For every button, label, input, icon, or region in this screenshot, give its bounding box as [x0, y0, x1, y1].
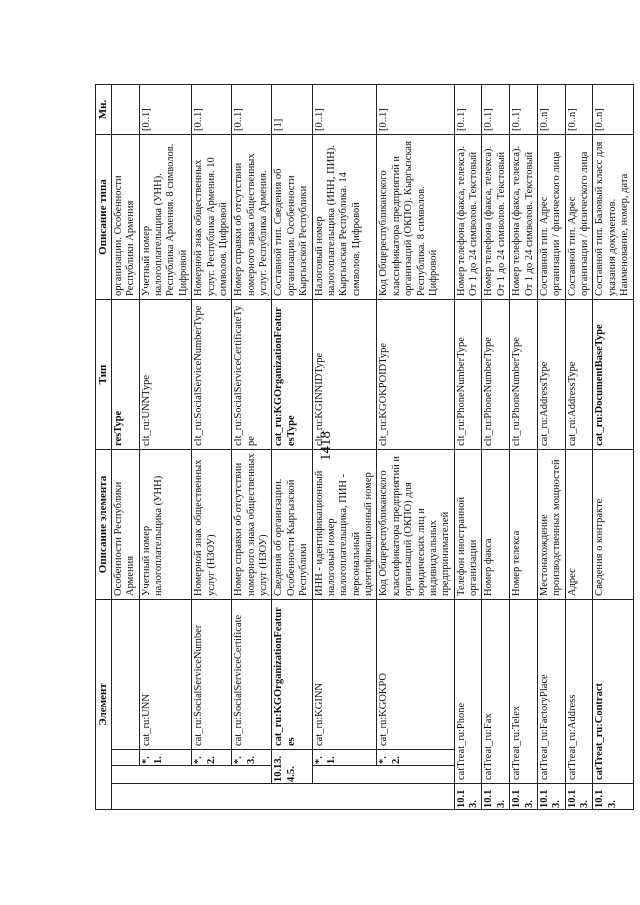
- type-description: Номер телефона (факса, телекса). От 1 до 24 символов. Текстовый: [510, 135, 538, 300]
- type-description: Номер телефона (факса, телекса). От 1 до 24 символов. Текстовый: [482, 135, 510, 300]
- element-type: clt_ru:KGOKPOIDType: [377, 300, 454, 450]
- type-description: Номерной знак общественных услуг. Республика Армения. 10 символов. Цифровой: [192, 135, 232, 300]
- table-row: [565, 85, 593, 810]
- table-row: [482, 85, 510, 810]
- element-type: cat_ru:AddressType: [537, 300, 565, 450]
- header-multiplicity: Мн.: [96, 85, 112, 135]
- element-type: cat_ru:KGOrganizationFeaturesType: [272, 300, 312, 450]
- type-description: Код Общереспубликанского классификатора предприятий и организаций (ОКПО). Кыргызская Республика. 8 символов. Цифровой: [377, 135, 454, 300]
- element-name: [111, 600, 139, 750]
- element-name: cat_ru:KGOrganizationFeatures: [272, 600, 312, 750]
- multiplicity: [0..1]: [510, 85, 538, 135]
- table-row: [232, 85, 272, 810]
- header-element: Элемент: [96, 600, 112, 810]
- header-type-description: Описание типа: [96, 135, 112, 300]
- type-description: Составной тип. Сведения об организации. Особенности Кыргызской Республики: [272, 135, 312, 300]
- element-name: cat_ru:SocialServiceNumber: [192, 600, 232, 750]
- type-description: Учетный номер налогоплательщика (УНН). Республика Армения. 8 символов. Цифровой: [139, 135, 192, 300]
- element-number: *.2.: [377, 750, 454, 766]
- multiplicity: [111, 85, 139, 135]
- multiplicity: [0..n]: [565, 85, 593, 135]
- multiplicity: [0..1]: [232, 85, 272, 135]
- table-row: [377, 85, 454, 810]
- multiplicity: [0..n]: [537, 85, 565, 135]
- multiplicity: [0..1]: [482, 85, 510, 135]
- element-description: Местонахождение производственных мощностей: [537, 450, 565, 600]
- element-number: 10.13.: [565, 784, 593, 810]
- multiplicity: [0..1]: [377, 85, 454, 135]
- element-name: catTreat_ru:FactoryPlace: [537, 600, 565, 784]
- element-number: 10.13.4.5.: [272, 750, 312, 784]
- element-type: resType: [111, 300, 139, 450]
- multiplicity: [0..1]: [454, 85, 482, 135]
- element-description: Сведения о контракте: [593, 450, 633, 600]
- header-element-description: Описание элемента: [96, 450, 112, 600]
- element-number: 10.13.: [454, 784, 482, 810]
- table-row: [111, 85, 139, 810]
- element-number: *.2.: [192, 750, 232, 766]
- type-description: Номер телефона (факса, телекса). От 1 до 24 символов. Текстовый: [454, 135, 482, 300]
- element-type: clt_ru:PhoneNumberType: [482, 300, 510, 450]
- element-name: cat_ru:SocialServiceCertificate: [232, 600, 272, 750]
- document-sheet: [95, 85, 631, 810]
- multiplicity: [0..n]: [593, 85, 633, 135]
- element-description: Сведения об организации. Особенности Кыргызской Республики: [272, 450, 312, 600]
- element-number: 10.13.: [537, 784, 565, 810]
- table-row: [510, 85, 538, 810]
- type-description: Номер справки об отсутствии номерного знака общественных услуг. Республика Армения.: [232, 135, 272, 300]
- table-row: [139, 85, 192, 810]
- table-header-row: [96, 85, 112, 810]
- specification-table: [95, 84, 634, 810]
- element-name: cat_ru:UNN: [139, 600, 192, 750]
- element-description: Код Общереспубликанского классификатора предприятий и организаций (ОКПО) для юридических лиц и индивидуальных предпринимателей: [377, 450, 454, 600]
- table-row: [537, 85, 565, 810]
- element-type: clt_ru:SocialServiceNumberType: [192, 300, 232, 450]
- element-type: clt_ru:UNNType: [139, 300, 192, 450]
- type-description: организации. Особенности Республики Армения: [111, 135, 139, 300]
- multiplicity: [0..1]: [192, 85, 232, 135]
- table-row: [454, 85, 482, 810]
- table-row: [272, 85, 312, 810]
- element-description: Номер телекса: [510, 450, 538, 600]
- header-type: Тип: [96, 300, 112, 450]
- type-description: Составной тип. Адрес организации / физического лица: [537, 135, 565, 300]
- element-number: 10.13.: [593, 784, 633, 810]
- element-type: cat_ru:AddressType: [565, 300, 593, 450]
- type-description: Составной тип. Адрес организации / физического лица: [565, 135, 593, 300]
- element-name: cat_ru:KGOKPO: [377, 600, 454, 750]
- element-description: Номерной знак общественных услуг (НЗОУ): [192, 450, 232, 600]
- element-description: Номер факса: [482, 450, 510, 600]
- element-name: catTreat_ru:Telex: [510, 600, 538, 784]
- element-description: Особенности Республики Армения: [111, 450, 139, 600]
- element-type: clt_ru:PhoneNumberType: [454, 300, 482, 450]
- type-description: Налоговый номер налогоплательщика (ИНН, ПИН). Кыргызская Республика. 14 символов. Цифровой: [312, 135, 377, 300]
- element-description: Номер справки об отсутствии номерного знака общественных услуг (НЗОУ): [232, 450, 272, 600]
- element-name: catTreat_ru:Phone: [454, 600, 482, 784]
- type-description: Составной тип. Базовый класс для указания документов. Наименование, номер, дата: [593, 135, 633, 300]
- element-number: 10.13.: [482, 784, 510, 810]
- element-type: clt_ru:KGINNIDType: [312, 300, 377, 450]
- table-row: [312, 85, 377, 810]
- element-type: cat_ru:DocumentBaseType: [593, 300, 633, 450]
- element-name: catTreat_ru:Contract: [593, 600, 633, 784]
- element-number: *.3.: [232, 750, 272, 766]
- multiplicity: [0..1]: [312, 85, 377, 135]
- element-type: clt_ru:PhoneNumberType: [510, 300, 538, 450]
- multiplicity: [0..1]: [139, 85, 192, 135]
- table-row: [192, 85, 232, 810]
- element-description: Адрес: [565, 450, 593, 600]
- element-description: ИНН - идентификационный налоговый номер налогоплательщика, ПИН - персональный идентификационный номер: [312, 450, 377, 600]
- element-description: Учетный номер налогоплательщика (УНН): [139, 450, 192, 600]
- table-row: [593, 85, 633, 810]
- element-name: catTreat_ru:Address: [565, 600, 593, 784]
- element-number: *.1.: [139, 750, 192, 766]
- element-number: *.1.: [312, 750, 377, 766]
- element-name: cat_ru:KGINN: [312, 600, 377, 750]
- element-type: clt_ru:SocialServiceCertificateType: [232, 300, 272, 450]
- multiplicity: [1]: [272, 85, 312, 135]
- element-name: catTreat_ru:Fax: [482, 600, 510, 784]
- element-number: 10.13.: [510, 784, 538, 810]
- element-description: Телефон иностранной организации: [454, 450, 482, 600]
- page-number: 1418: [318, 431, 334, 461]
